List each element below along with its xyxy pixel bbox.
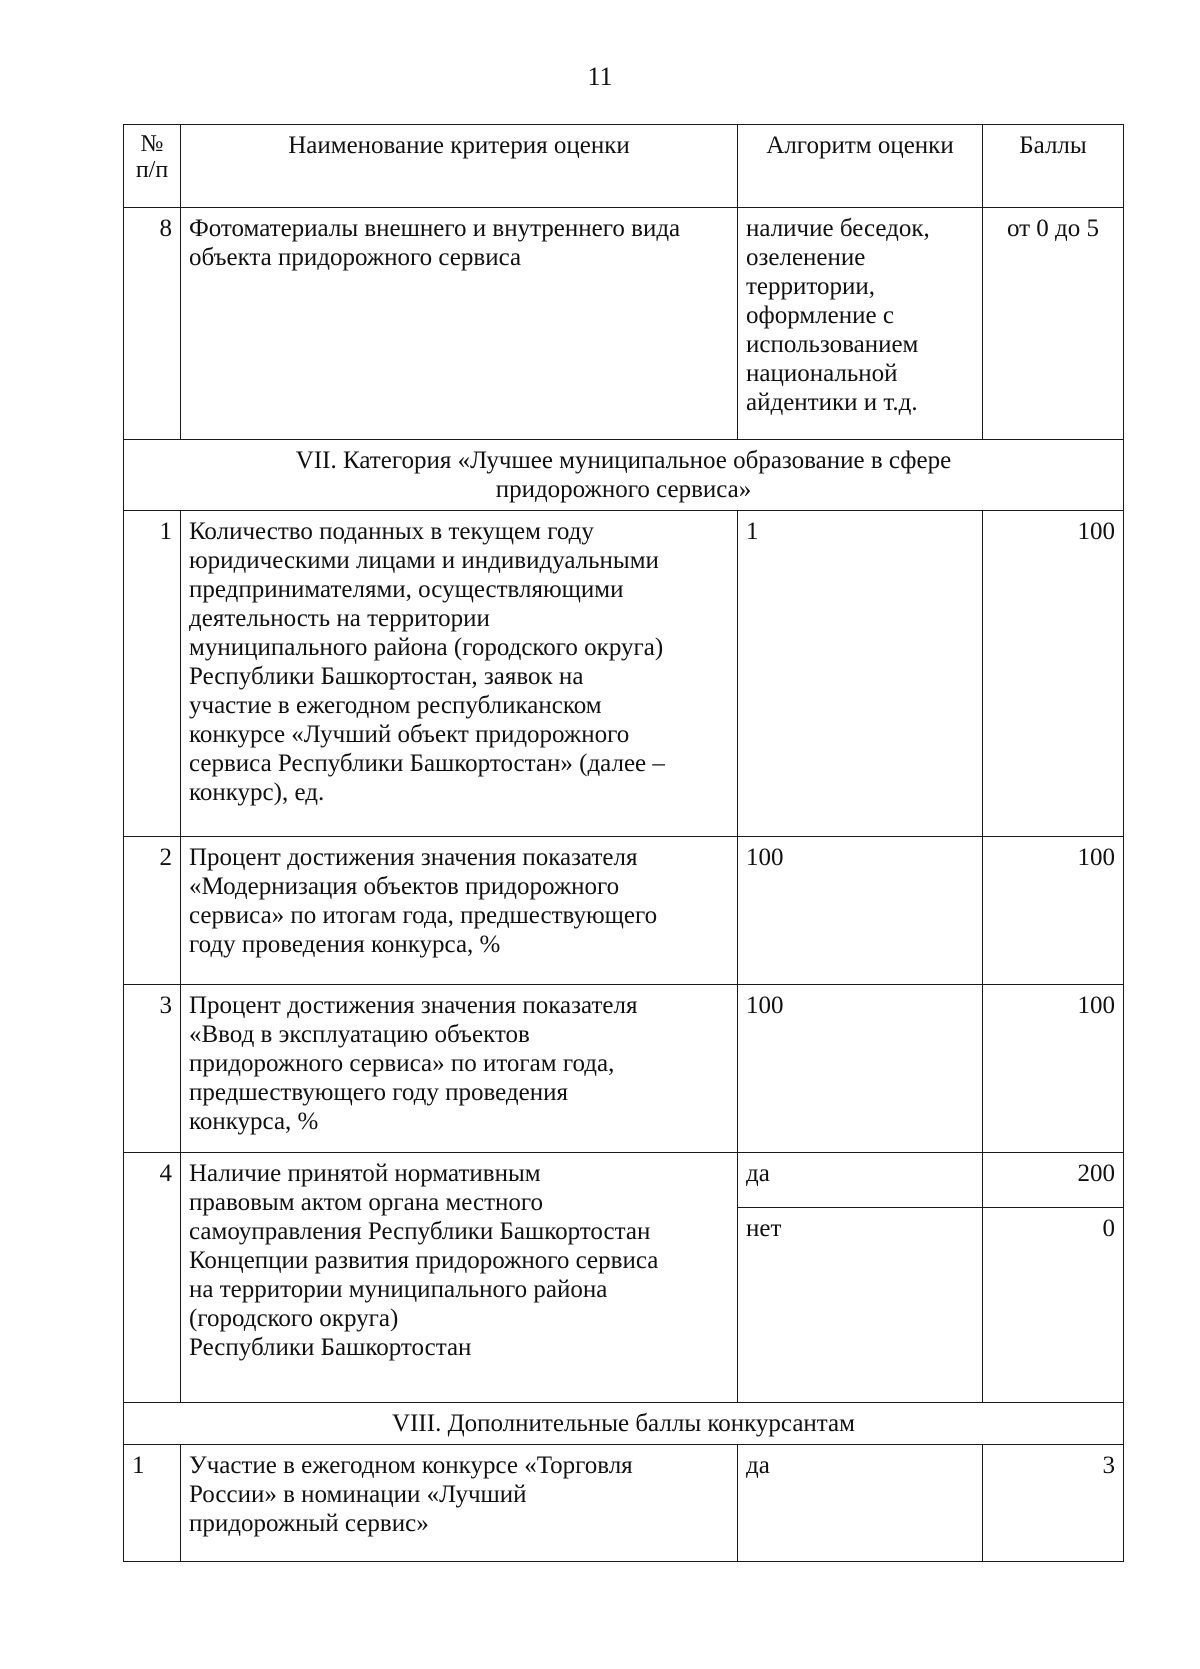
criterion-line: сервиса» по итогам года, предшествующего xyxy=(189,902,658,929)
points-cell: 200 xyxy=(983,1153,1124,1208)
header-number-line2: п/п xyxy=(135,157,169,183)
criterion-line: Процент достижения значения показателя xyxy=(189,844,638,871)
algorithm-cell: да xyxy=(738,1153,983,1208)
algorithm-line: использованием xyxy=(746,331,919,358)
row-number: 1 xyxy=(124,511,181,837)
algorithm-cell: 100 xyxy=(738,837,983,985)
header-name: Наименование критерия оценки xyxy=(181,125,738,208)
criterion-line: году проведения конкурса, % xyxy=(189,931,501,958)
table-row xyxy=(124,985,1124,1153)
points-cell: 3 xyxy=(983,1445,1124,1562)
criterion-line: (городского округа) xyxy=(189,1305,399,1332)
criterion-line: придорожный сервис» xyxy=(189,1510,429,1537)
criterion-line: Республики Башкортостан xyxy=(189,1334,472,1361)
criterion-line: на территории муниципального района xyxy=(189,1276,608,1303)
criterion-line: юридическими лицами и индивидуальными xyxy=(189,547,659,574)
table-row xyxy=(124,208,1124,440)
criterion-line: конкурс), ед. xyxy=(189,779,325,806)
points-cell: 100 xyxy=(983,837,1124,985)
criteria-table xyxy=(123,124,1124,1562)
criterion-line: правовым актом органа местного xyxy=(189,1189,544,1216)
algorithm-cell: нет xyxy=(738,1208,983,1403)
criterion-name xyxy=(181,837,738,985)
section-vii-title-line1: VII. Категория «Лучшее муниципальное образование в сфере xyxy=(295,447,952,474)
criterion-line: предпринимателями, осуществляющими xyxy=(189,576,624,603)
table-row xyxy=(124,511,1124,837)
algorithm-line: национальной xyxy=(746,360,898,387)
criterion-line: муниципального района (городского округа) xyxy=(189,634,664,661)
section-vii-title xyxy=(124,440,1124,511)
algorithm-line: наличие беседок, xyxy=(746,215,930,242)
criterion-line: конкурсе «Лучший объект придорожного xyxy=(189,721,630,748)
row-number: 8 xyxy=(124,208,181,440)
criterion-line: Республики Башкортостан, заявок на xyxy=(189,663,584,690)
points-cell: 100 xyxy=(983,985,1124,1153)
table-row xyxy=(124,1445,1124,1562)
algorithm-line: айдентики и т.д. xyxy=(746,389,918,416)
criterion-line: Участие в ежегодном конкурсе «Торговля xyxy=(189,1452,633,1479)
criterion-line: Концепции развития придорожного сервиса xyxy=(189,1247,659,1274)
points-cell: от 0 до 5 xyxy=(983,208,1124,440)
algorithm-cell: да xyxy=(738,1445,983,1562)
section-viii-title: VIII. Дополнительные баллы конкурсантам xyxy=(124,1403,1124,1445)
criterion-line: самоуправления Республики Башкортостан xyxy=(189,1218,651,1245)
criterion-name xyxy=(181,985,738,1153)
criterion-line: предшествующего году проведения xyxy=(189,1079,568,1106)
algorithm-cell: 100 xyxy=(738,985,983,1153)
criterion-line: России» в номинации «Лучший xyxy=(189,1481,527,1508)
table-row xyxy=(124,837,1124,985)
criterion-line: конкурса, % xyxy=(189,1108,319,1135)
criterion-line: Процент достижения значения показателя xyxy=(189,992,638,1019)
header-points: Баллы xyxy=(983,125,1124,208)
criterion-line: Наличие принятой нормативным xyxy=(189,1160,541,1187)
points-cell: 100 xyxy=(983,511,1124,837)
row-number: 1 xyxy=(124,1445,181,1562)
section-vii-title-line2: придорожного сервиса» xyxy=(495,476,752,503)
criterion-line: придорожного сервиса» по итогам года, xyxy=(189,1050,615,1077)
table-header-row xyxy=(124,125,1124,208)
criterion-name: Фотоматериалы внешнего и внутреннего вида объекта придорожного сервиса xyxy=(181,208,738,440)
row-number: 3 xyxy=(124,985,181,1153)
section-heading-row xyxy=(124,1403,1124,1445)
criterion-name xyxy=(181,1445,738,1562)
criterion-line: Количество поданных в текущем году xyxy=(189,518,594,545)
algorithm-cell xyxy=(738,208,983,440)
criterion-name xyxy=(181,1153,738,1403)
criterion-line: деятельность на территории xyxy=(189,605,490,632)
section-heading-row xyxy=(124,440,1124,511)
criterion-name xyxy=(181,511,738,837)
criterion-line: сервиса Республики Башкортостан» (далее – xyxy=(189,750,665,777)
header-number xyxy=(124,125,181,208)
header-algorithm: Алгоритм оценки xyxy=(738,125,983,208)
algorithm-cell: 1 xyxy=(738,511,983,837)
algorithm-line: оформление с xyxy=(746,302,894,329)
page-number: 11 xyxy=(587,62,613,91)
points-cell: 0 xyxy=(983,1208,1124,1403)
header-number-line1: № xyxy=(140,131,164,157)
row-number: 4 xyxy=(124,1153,181,1403)
algorithm-line: территории, xyxy=(746,273,876,300)
table-row xyxy=(124,1153,1124,1208)
row-number: 2 xyxy=(124,837,181,985)
algorithm-line: озеленение xyxy=(746,244,866,271)
criterion-line: участие в ежегодном республиканском xyxy=(189,692,602,719)
criterion-line: «Модернизация объектов придорожного xyxy=(189,873,620,900)
criterion-line: «Ввод в эксплуатацию объектов xyxy=(189,1021,530,1048)
